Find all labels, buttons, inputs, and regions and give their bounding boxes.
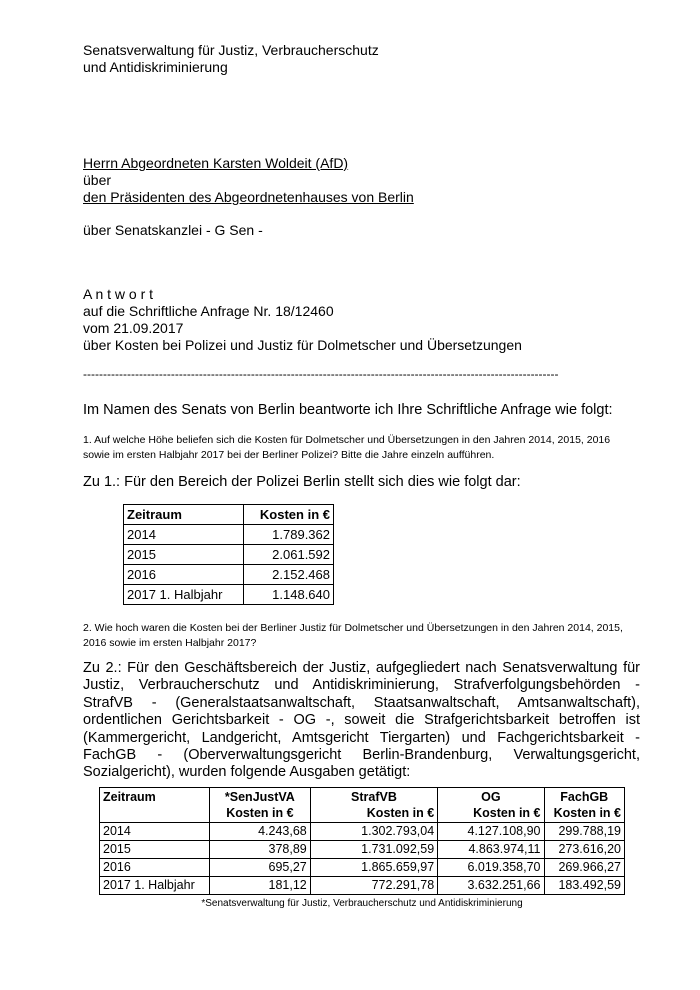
answer-2: Zu 2.: Für den Geschäftsbereich der Justiz, aufgegliedert nach Senatsverwaltung für Justiz, Verbraucherschutz und Antidiskriminierung, Strafverfolgungsbehörden - StrafVB - (Generalstaatsanwaltschaft, Staatsanwaltschaft, Amtsanwaltschaft), ordentlichen Gerichtsbarkeit - OG -, soweit die Strafgerichtsbarkeit betroffen ist (Kammergericht, Landgericht, Amtsgericht Tiergarten) und Fachgerichtsbarkeit - FachGB - (Oberverwaltungsgericht Berlin-Brandenburg, Verwaltungsgericht, Sozialgericht), wurden folgende Ausgaben getätigt: — [83, 660, 640, 781]
table-row — [124, 585, 334, 605]
header-zeitraum: Zeitraum — [124, 505, 244, 525]
senjustva-cell: 378,89 — [210, 841, 311, 859]
period-cell: 2016 — [100, 859, 210, 877]
header-strafvb-label: StrafVB — [351, 790, 397, 804]
table-row — [100, 841, 625, 859]
period-cell: 2015 — [100, 841, 210, 859]
recipient-block — [83, 155, 414, 206]
strafvb-cell: 1.865.659,97 — [310, 859, 437, 877]
period-cell: 2017 1. Halbjahr — [124, 585, 244, 605]
og-cell: 3.632.251,66 — [438, 877, 544, 895]
justice-costs-table — [99, 787, 625, 895]
table-row — [100, 859, 625, 877]
cost-cell: 2.061.592 — [243, 545, 333, 565]
strafvb-cell: 772.291,78 — [310, 877, 437, 895]
header-og-label: OG — [481, 790, 501, 804]
fachgb-cell: 269.966,27 — [544, 859, 625, 877]
table-row — [100, 877, 625, 895]
period-cell: 2014 — [124, 525, 244, 545]
table-row — [100, 823, 625, 841]
recipient-chancellery: über Senatskanzlei - G Sen - — [83, 222, 263, 238]
fachgb-cell: 299.788,19 — [544, 823, 625, 841]
sender-header — [83, 42, 379, 76]
table-row — [124, 565, 334, 585]
table-header-row — [124, 505, 334, 525]
strafvb-cell: 1.302.793,04 — [310, 823, 437, 841]
sender-line-2: und Antidiskriminierung — [83, 59, 228, 75]
senjustva-cell: 181,12 — [210, 877, 311, 895]
og-cell: 4.127.108,90 — [438, 823, 544, 841]
police-costs-table — [123, 504, 334, 605]
header-strafvb — [310, 788, 437, 823]
header-senjustva-unit: Kosten in € — [226, 806, 294, 820]
senjustva-cell: 695,27 — [210, 859, 311, 877]
question-2: 2. Wie hoch waren die Kosten bei der Berliner Justiz für Dolmetscher und Übersetzungen in den Jahren 2014, 2015, 2016 sowie im ersten Halbjahr 2017? — [83, 622, 623, 649]
answer-reference: auf die Schriftliche Anfrage Nr. 18/12460 — [83, 303, 334, 319]
header-senjustva-label: *SenJustVA — [224, 790, 295, 804]
strafvb-cell: 1.731.092,59 — [310, 841, 437, 859]
header-kosten: Kosten in € — [243, 505, 333, 525]
cost-cell: 2.152.468 — [243, 565, 333, 585]
header-strafvb-unit: Kosten in € — [366, 806, 435, 820]
header-og-unit: Kosten in € — [473, 806, 541, 820]
header-fachgb — [544, 788, 625, 823]
recipient-president: den Präsidenten des Abgeordnetenhauses von Berlin — [83, 189, 414, 205]
divider: ----------------------------------------------------------------------------------------------------------------------- — [83, 367, 559, 381]
intro-text: Im Namen des Senats von Berlin beantworte ich Ihre Schriftliche Anfrage wie folgt: — [83, 402, 613, 418]
header-zeitraum — [100, 788, 210, 823]
table-footnote: *Senatsverwaltung für Justiz, Verbraucherschutz und Antidiskriminierung — [201, 898, 523, 909]
og-cell: 4.863.974,11 — [438, 841, 544, 859]
table-row — [124, 545, 334, 565]
fachgb-cell: 273.616,20 — [544, 841, 625, 859]
recipient-name: Herrn Abgeordneten Karsten Woldeit (AfD) — [83, 155, 349, 171]
period-cell: 2015 — [124, 545, 244, 565]
cost-cell: 1.789.362 — [243, 525, 333, 545]
table-row — [124, 525, 334, 545]
recipient-via: über — [83, 172, 112, 188]
og-cell: 6.019.358,70 — [438, 859, 544, 877]
question-1: 1. Auf welche Höhe beliefen sich die Kosten für Dolmetscher und Übersetzungen in den Jahren 2014, 2015, 2016 sowie im ersten Halbjahr 2017 bei der Berliner Polizei? Bitte die Jahre einzeln aufführen. — [83, 434, 611, 461]
period-cell: 2016 — [124, 565, 244, 585]
period-cell: 2014 — [100, 823, 210, 841]
header-fachgb-unit: Kosten in € — [553, 806, 621, 820]
period-cell: 2017 1. Halbjahr — [100, 877, 210, 895]
fachgb-cell: 183.492,59 — [544, 877, 625, 895]
answer-title: A n t w o r t — [83, 286, 154, 302]
sender-line-1: Senatsverwaltung für Justiz, Verbraucherschutz — [83, 42, 379, 58]
header-fachgb-label: FachGB — [560, 790, 609, 804]
header-zeitraum-label: Zeitraum — [103, 790, 156, 804]
answer-date: vom 21.09.2017 — [83, 320, 184, 336]
table-header-row — [100, 788, 625, 823]
answer-subject: über Kosten bei Polizei und Justiz für Dolmetscher und Übersetzungen — [83, 337, 522, 353]
answer-1: Zu 1.: Für den Bereich der Polizei Berlin stellt sich dies wie folgt dar: — [83, 474, 521, 490]
header-senjustva — [210, 788, 311, 823]
header-og — [438, 788, 544, 823]
answer-heading — [83, 286, 522, 354]
senjustva-cell: 4.243,68 — [210, 823, 311, 841]
cost-cell: 1.148.640 — [243, 585, 333, 605]
